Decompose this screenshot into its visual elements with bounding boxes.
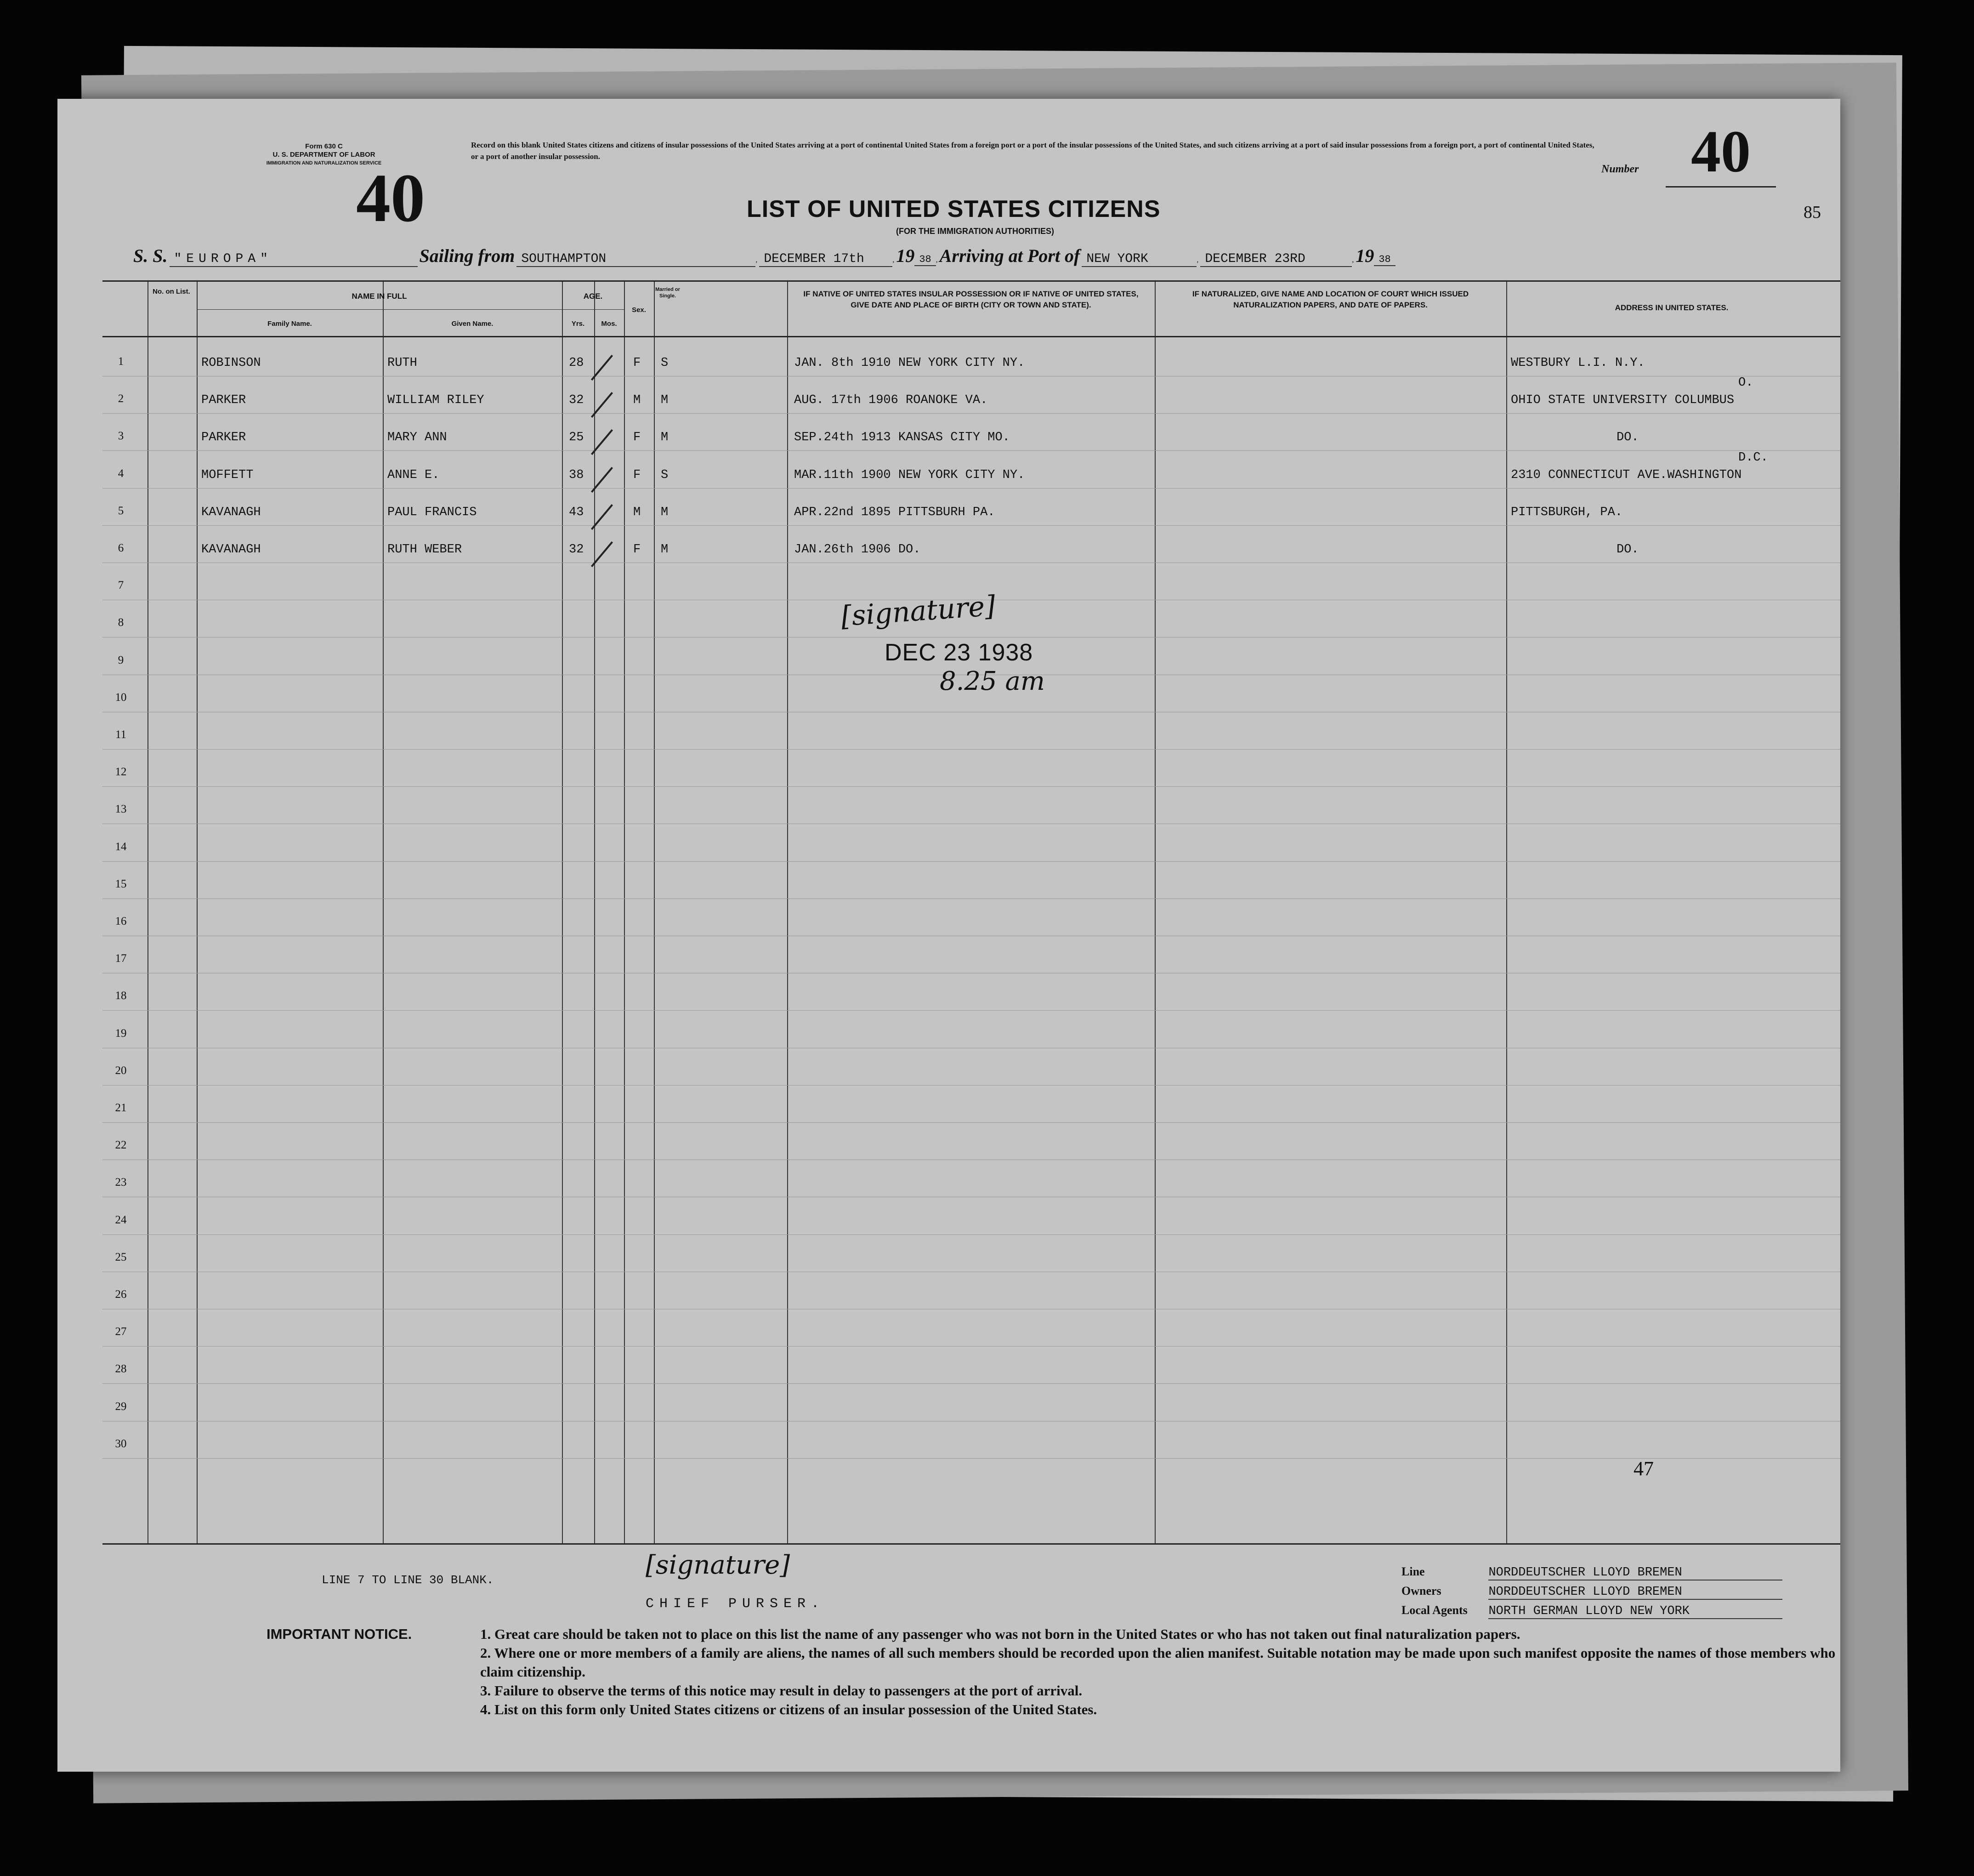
- family-name-cell: PARKER: [201, 431, 246, 445]
- row-number: 17: [115, 952, 127, 965]
- col-naturalized: IF NATURALIZED, GIVE NAME AND LOCATION OF COURT WHICH ISSUED NATURALIZATION PAPERS, AND DATE OF PAPERS.: [1192, 290, 1469, 309]
- row-number: 30: [115, 1437, 127, 1450]
- row-rule: [102, 488, 1840, 489]
- notice-item: 4. List on this form only United States citizens or citizens of an insular possession of the United States.: [480, 1701, 1097, 1717]
- row-number: 12: [115, 766, 127, 779]
- row-rule: [102, 1010, 1840, 1011]
- row-rule: [102, 1085, 1840, 1086]
- side-number: 85: [1804, 203, 1821, 222]
- line-owners-agents: [1401, 1565, 1782, 1623]
- age-years-cell: 43: [569, 505, 584, 519]
- form-number: Form 630 C: [305, 142, 343, 150]
- sailing-from: SOUTHAMPTON: [516, 252, 755, 267]
- notice-item: 1. Great care should be taken not to place on this list the name of any passenger who was not born in the United States or who has not taken out final naturalization papers.: [480, 1626, 1520, 1642]
- row-rule: [102, 749, 1840, 750]
- ship-name: "EUROPA": [170, 252, 418, 267]
- birth-cell: AUG. 17th 1906 ROANOKE VA.: [794, 393, 988, 408]
- family-name-cell: MOFFETT: [201, 468, 254, 482]
- col-birth: IF NATIVE OF UNITED STATES INSULAR POSSESSION OR IF NATIVE OF UNITED STATES, GIVE DATE AND PLACE OF BIRTH (CITY OR TOWN AND STATE).: [803, 290, 1139, 309]
- birth-cell: MAR.11th 1900 NEW YORK CITY NY.: [794, 468, 1025, 482]
- col-sex: Sex.: [632, 306, 646, 314]
- row-number: 15: [115, 877, 127, 890]
- given-name-cell: WILLIAM RILEY: [387, 393, 484, 408]
- row-rule: [102, 1122, 1840, 1123]
- arriving-label: Arriving at Port of: [939, 245, 1080, 266]
- notice-item: 2. Where one or more members of a family are aliens, the names of all such members should be recorded upon the alien manifest. Suitable notation may be made upon such manifest opposite the names of those members who claim citizenship.: [480, 1645, 1836, 1680]
- arrive-year-prefix: 19: [1356, 245, 1374, 266]
- number-value: 40: [1666, 117, 1776, 188]
- notice-heading: IMPORTANT NOTICE.: [267, 1626, 412, 1642]
- row-number: 5: [118, 504, 124, 517]
- row-number: 7: [118, 579, 124, 592]
- arrival-time: 8.25 am: [940, 666, 1045, 696]
- marital-status-cell: M: [661, 393, 669, 408]
- row-number: 20: [115, 1064, 127, 1077]
- line-label: Line: [1401, 1565, 1425, 1578]
- age-years-cell: 32: [569, 543, 584, 557]
- sex-cell: F: [633, 431, 641, 445]
- given-name-cell: RUTH: [387, 356, 417, 370]
- agents-label: Local Agents: [1401, 1603, 1468, 1617]
- sex-cell: F: [633, 543, 641, 557]
- age-years-cell: 25: [569, 431, 584, 445]
- age-years-cell: 28: [569, 356, 584, 370]
- row-number: 14: [115, 840, 127, 853]
- row-rule: [102, 1234, 1840, 1235]
- given-name-cell: RUTH WEBER: [387, 543, 462, 557]
- row-number: 28: [115, 1363, 127, 1376]
- important-notice: [267, 1625, 1840, 1719]
- col-married: Married or Single.: [655, 287, 680, 299]
- age-years-cell: 32: [569, 393, 584, 408]
- family-name-cell: ROBINSON: [201, 356, 261, 370]
- family-name-cell: PARKER: [201, 393, 246, 408]
- voyage-line: S. S. "EUROPA" Sailing from SOUTHAMPTON , DECEMBER 17th , 19 38 , Arriving at Port of NEW YORK , DECEMBER 23RD , 19 38: [133, 245, 1833, 267]
- col-name-in-full: NAME IN FULL: [352, 292, 407, 301]
- manifest-page: [57, 99, 1840, 1772]
- ss-label: S. S.: [133, 245, 168, 266]
- sail-year-suffix: 38: [914, 254, 936, 266]
- row-number: 1: [118, 355, 124, 368]
- arrive-year-suffix: 38: [1374, 254, 1395, 266]
- department-name: U. S. DEPARTMENT OF LABOR: [272, 151, 375, 159]
- col-age: AGE.: [583, 292, 603, 301]
- inspector-initials: [signature]: [840, 590, 997, 633]
- blank-lines-note: LINE 7 TO LINE 30 BLANK.: [322, 1573, 494, 1587]
- row-number: 6: [118, 542, 124, 554]
- sex-cell: M: [633, 505, 641, 519]
- row-number: 9: [118, 654, 124, 666]
- arriving-port: NEW YORK: [1082, 252, 1197, 267]
- page-count: 47: [1634, 1457, 1654, 1480]
- row-rule: [102, 450, 1840, 451]
- page-subtitle: (FOR THE IMMIGRATION AUTHORITIES): [896, 227, 1054, 236]
- col-mos: Mos.: [601, 320, 617, 328]
- sail-year-prefix: 19: [896, 245, 915, 266]
- birth-cell: JAN.26th 1906 DO.: [794, 543, 921, 557]
- address-cell: WESTBURY L.I. N.Y.: [1511, 356, 1645, 370]
- row-number: 4: [118, 467, 124, 480]
- row-number: 16: [115, 915, 127, 927]
- family-name-cell: KAVANAGH: [201, 543, 261, 557]
- marital-status-cell: M: [661, 505, 669, 519]
- address-cell: OHIO STATE UNIVERSITY COLUMBUS: [1511, 393, 1735, 408]
- row-number: 3: [118, 430, 124, 443]
- birth-cell: JAN. 8th 1910 NEW YORK CITY NY.: [794, 356, 1025, 370]
- row-number: 27: [115, 1325, 127, 1338]
- row-rule: [102, 413, 1840, 414]
- given-name-cell: PAUL FRANCIS: [387, 505, 477, 519]
- marital-status-cell: S: [661, 468, 669, 482]
- age-years-cell: 38: [569, 468, 584, 482]
- address-continuation: D.C.: [1738, 450, 1768, 465]
- page-title: LIST OF UNITED STATES CITIZENS: [747, 196, 1161, 222]
- row-number: 8: [118, 616, 124, 629]
- marital-status-cell: M: [661, 431, 669, 445]
- owners-label: Owners: [1401, 1584, 1441, 1597]
- row-number: 10: [115, 691, 127, 704]
- owners-value: NORDDEUTSCHER LLOYD BREMEN: [1488, 1585, 1782, 1600]
- row-number: 24: [115, 1213, 127, 1226]
- row-number: 19: [115, 1027, 127, 1040]
- sailing-label: Sailing from: [419, 245, 515, 266]
- row-number: 23: [115, 1176, 127, 1189]
- record-instructions: Record on this blank United States citizens and citizens of insular possessions of the United States arriving at a port of continental United States from a foreign port or a port of the insular possessions of the United States, and such citizens arriving at a port of said insular possessions from a foreign port, a port of continental United States, or a port of another insular possession.: [471, 141, 1594, 161]
- row-number: 13: [115, 803, 127, 816]
- number-label: Number: [1601, 163, 1639, 175]
- passenger-table: [102, 280, 1840, 1545]
- birth-cell: SEP.24th 1913 KANSAS CITY MO.: [794, 431, 1010, 445]
- row-rule: [102, 1458, 1840, 1459]
- marital-status-cell: M: [661, 543, 669, 557]
- service-name: IMMIGRATION AND NATURALIZATION SERVICE: [266, 160, 382, 166]
- purser-title: CHIEF PURSER.: [646, 1596, 825, 1612]
- sex-cell: F: [633, 468, 641, 482]
- address-cell: 2310 CONNECTICUT AVE.WASHINGTON: [1511, 468, 1742, 482]
- sail-date: DECEMBER 17th: [759, 252, 892, 267]
- address-cell: DO.: [1617, 543, 1639, 557]
- row-number: 18: [115, 989, 127, 1002]
- row-rule: [102, 1346, 1840, 1347]
- col-given-name: Given Name.: [451, 320, 493, 328]
- row-number: 22: [115, 1139, 127, 1152]
- row-number: 21: [115, 1102, 127, 1114]
- address-continuation: O.: [1738, 376, 1753, 390]
- given-name-cell: ANNE E.: [387, 468, 440, 482]
- birth-cell: APR.22nd 1895 PITTSBURH PA.: [794, 505, 995, 519]
- row-rule: [102, 861, 1840, 862]
- row-rule: [102, 898, 1840, 899]
- address-cell: DO.: [1617, 431, 1639, 445]
- row-number: 11: [115, 728, 127, 741]
- purser-signature: [signature]: [646, 1550, 790, 1580]
- line-value: NORDDEUTSCHER LLOYD BREMEN: [1488, 1566, 1782, 1580]
- address-cell: PITTSBURGH, PA.: [1511, 505, 1623, 519]
- sex-cell: M: [633, 393, 641, 408]
- row-rule: [102, 525, 1840, 526]
- col-yrs: Yrs.: [571, 320, 585, 328]
- sex-cell: F: [633, 356, 641, 370]
- col-family-name: Family Name.: [267, 320, 312, 328]
- row-number: 26: [115, 1288, 127, 1301]
- notice-item: 3. Failure to observe the terms of this notice may result in delay to passengers at the port of arrival.: [480, 1683, 1083, 1699]
- row-rule: [102, 786, 1840, 787]
- arrival-date-stamp: DEC 23 1938: [885, 639, 1033, 666]
- marital-status-cell: S: [661, 356, 669, 370]
- agents-value: NORTH GERMAN LLOYD NEW YORK: [1488, 1604, 1782, 1619]
- col-address: ADDRESS IN UNITED STATES.: [1615, 303, 1729, 312]
- family-name-cell: KAVANAGH: [201, 505, 261, 519]
- arrive-date: DECEMBER 23RD: [1200, 252, 1352, 267]
- row-number: 29: [115, 1400, 127, 1413]
- row-number: 25: [115, 1251, 127, 1263]
- row-rule: [102, 1383, 1840, 1384]
- list-number-stamp: 40: [356, 160, 425, 236]
- col-no: No. on List.: [153, 288, 190, 296]
- row-number: 2: [118, 392, 124, 405]
- given-name-cell: MARY ANN: [387, 431, 447, 445]
